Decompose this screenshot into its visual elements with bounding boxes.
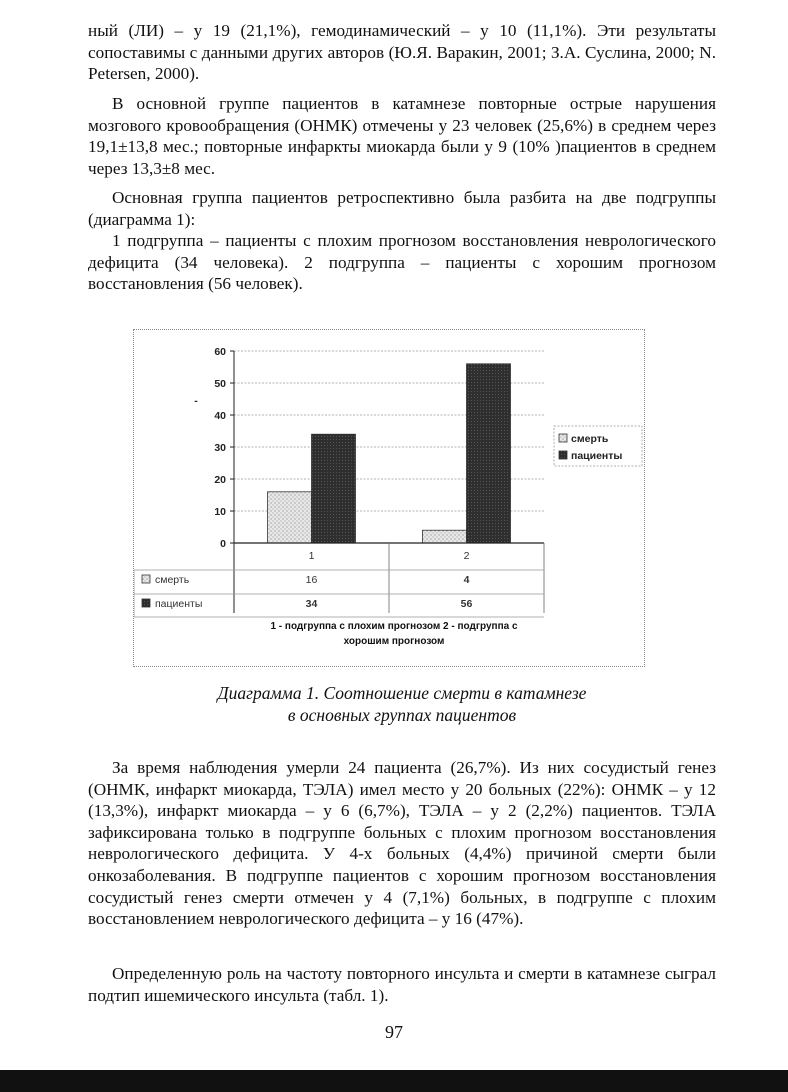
table-row-label-смерть: смерть: [155, 574, 190, 586]
bar-смерть-1: [268, 492, 312, 543]
table-value: 56: [460, 598, 473, 610]
paragraph-subtype: Определенную роль на частоту повторного инсульта и смерти в катамнезе сыграл подтип ишемического инсульта (табл. 1).: [88, 964, 716, 1005]
paragraph-continuation: ный (ЛИ) – у 19 (21,1%), гемодинамический – у 10 (11,1%). Эти результаты сопоставимы с данными других авторов (Ю.Я. Варакин, 2001; З.А. Суслина, 2000; N. Petersen, 2000).: [88, 21, 716, 84]
table-value: 4: [463, 574, 470, 586]
paragraph-subgroups-intro: Основная группа пациентов ретроспективно была разбита на две подгруппы (диаграмма 1):: [88, 188, 716, 229]
x-tick-label: 2: [463, 550, 470, 562]
chart-frame: [133, 329, 645, 667]
paragraph-subgroups-definition: 1 подгруппа – пациенты с плохим прогнозом восстановления неврологического дефицита (34 человека). 2 подгруппа – пациенты с хорошим прогнозом восстановления (56 человек).: [88, 231, 716, 294]
y-tick-label: 0: [220, 538, 226, 550]
x-axis-label-line: 1 - подгруппа с плохим прогнозом 2 - подгруппа с: [270, 621, 518, 632]
y-tick-label: 10: [214, 506, 226, 518]
caption-line-2: в основных группах пациентов: [287, 705, 517, 725]
y-tick-label: 60: [214, 346, 226, 358]
table-legend-key: [142, 575, 150, 583]
caption-line-1: Диаграмма 1. Соотношение смерти в катамнезе: [217, 683, 587, 703]
figure-caption: [88, 682, 716, 726]
legend-label-пациенты: пациенты: [571, 450, 623, 462]
legend-label-смерть: смерть: [571, 433, 609, 445]
page-number: 97: [385, 1022, 403, 1042]
bar-пациенты-2: [467, 364, 511, 543]
bar-пациенты-1: [312, 434, 356, 543]
table-value: 34: [305, 598, 318, 610]
x-tick-label: 1: [308, 550, 315, 562]
chart-x-label: [270, 621, 518, 647]
bar-смерть-2: [423, 530, 467, 543]
bar-chart: [134, 330, 644, 666]
scan-bottom-border: [0, 1070, 788, 1092]
stray-mark: -: [194, 395, 198, 407]
paragraph-mortality: За время наблюдения умерли 24 пациента (26,7%). Из них сосудистый генез (ОНМК, инфаркт миокарда, ТЭЛА) имел место у 20 больных (22%): ОНМК – у 12 (13,3%), инфаркт миокарда – у 6 (6,7%), ТЭЛА – у 2 (2,2%) пациентов. ТЭЛА зафиксирована только в подгруппе больных с плохим прогнозом восстановления неврологического дефицита. У 4-х больных (4,4%) причиной смерти были онкозаболевания. В подгруппе пациентов с хорошим прогнозом восстановления сосудистый генез смерти отмечен у 4 (7,1%) больных, в подгруппе с плохим восстановлением неврологического дефицита – у 16 (47%).: [88, 758, 716, 929]
table-row-label-пациенты: пациенты: [155, 598, 203, 610]
legend-key-пациенты: [559, 451, 567, 459]
y-tick-label: 30: [214, 442, 226, 454]
chart-legend: [554, 426, 642, 466]
chart-data-table: [134, 570, 544, 617]
y-tick-label: 20: [214, 474, 226, 486]
table-value: 16: [305, 574, 318, 586]
table-legend-key: [142, 599, 150, 607]
legend-key-смерть: [559, 434, 567, 442]
y-tick-label: 50: [214, 378, 226, 390]
chart-bars: [268, 364, 511, 543]
y-tick-label: 40: [214, 410, 226, 422]
paragraph-recurrence: В основной группе пациентов в катамнезе повторные острые нарушения мозгового кровообращения (ОНМК) отмечены у 23 человек (25,6%) в среднем через 19,1±13,8 мес.; повторные инфаркты миокарда были у 9 (10% )пациентов в среднем через 13,3±8 мес.: [88, 94, 716, 178]
x-axis-label-line: хорошим прогнозом: [343, 636, 445, 647]
